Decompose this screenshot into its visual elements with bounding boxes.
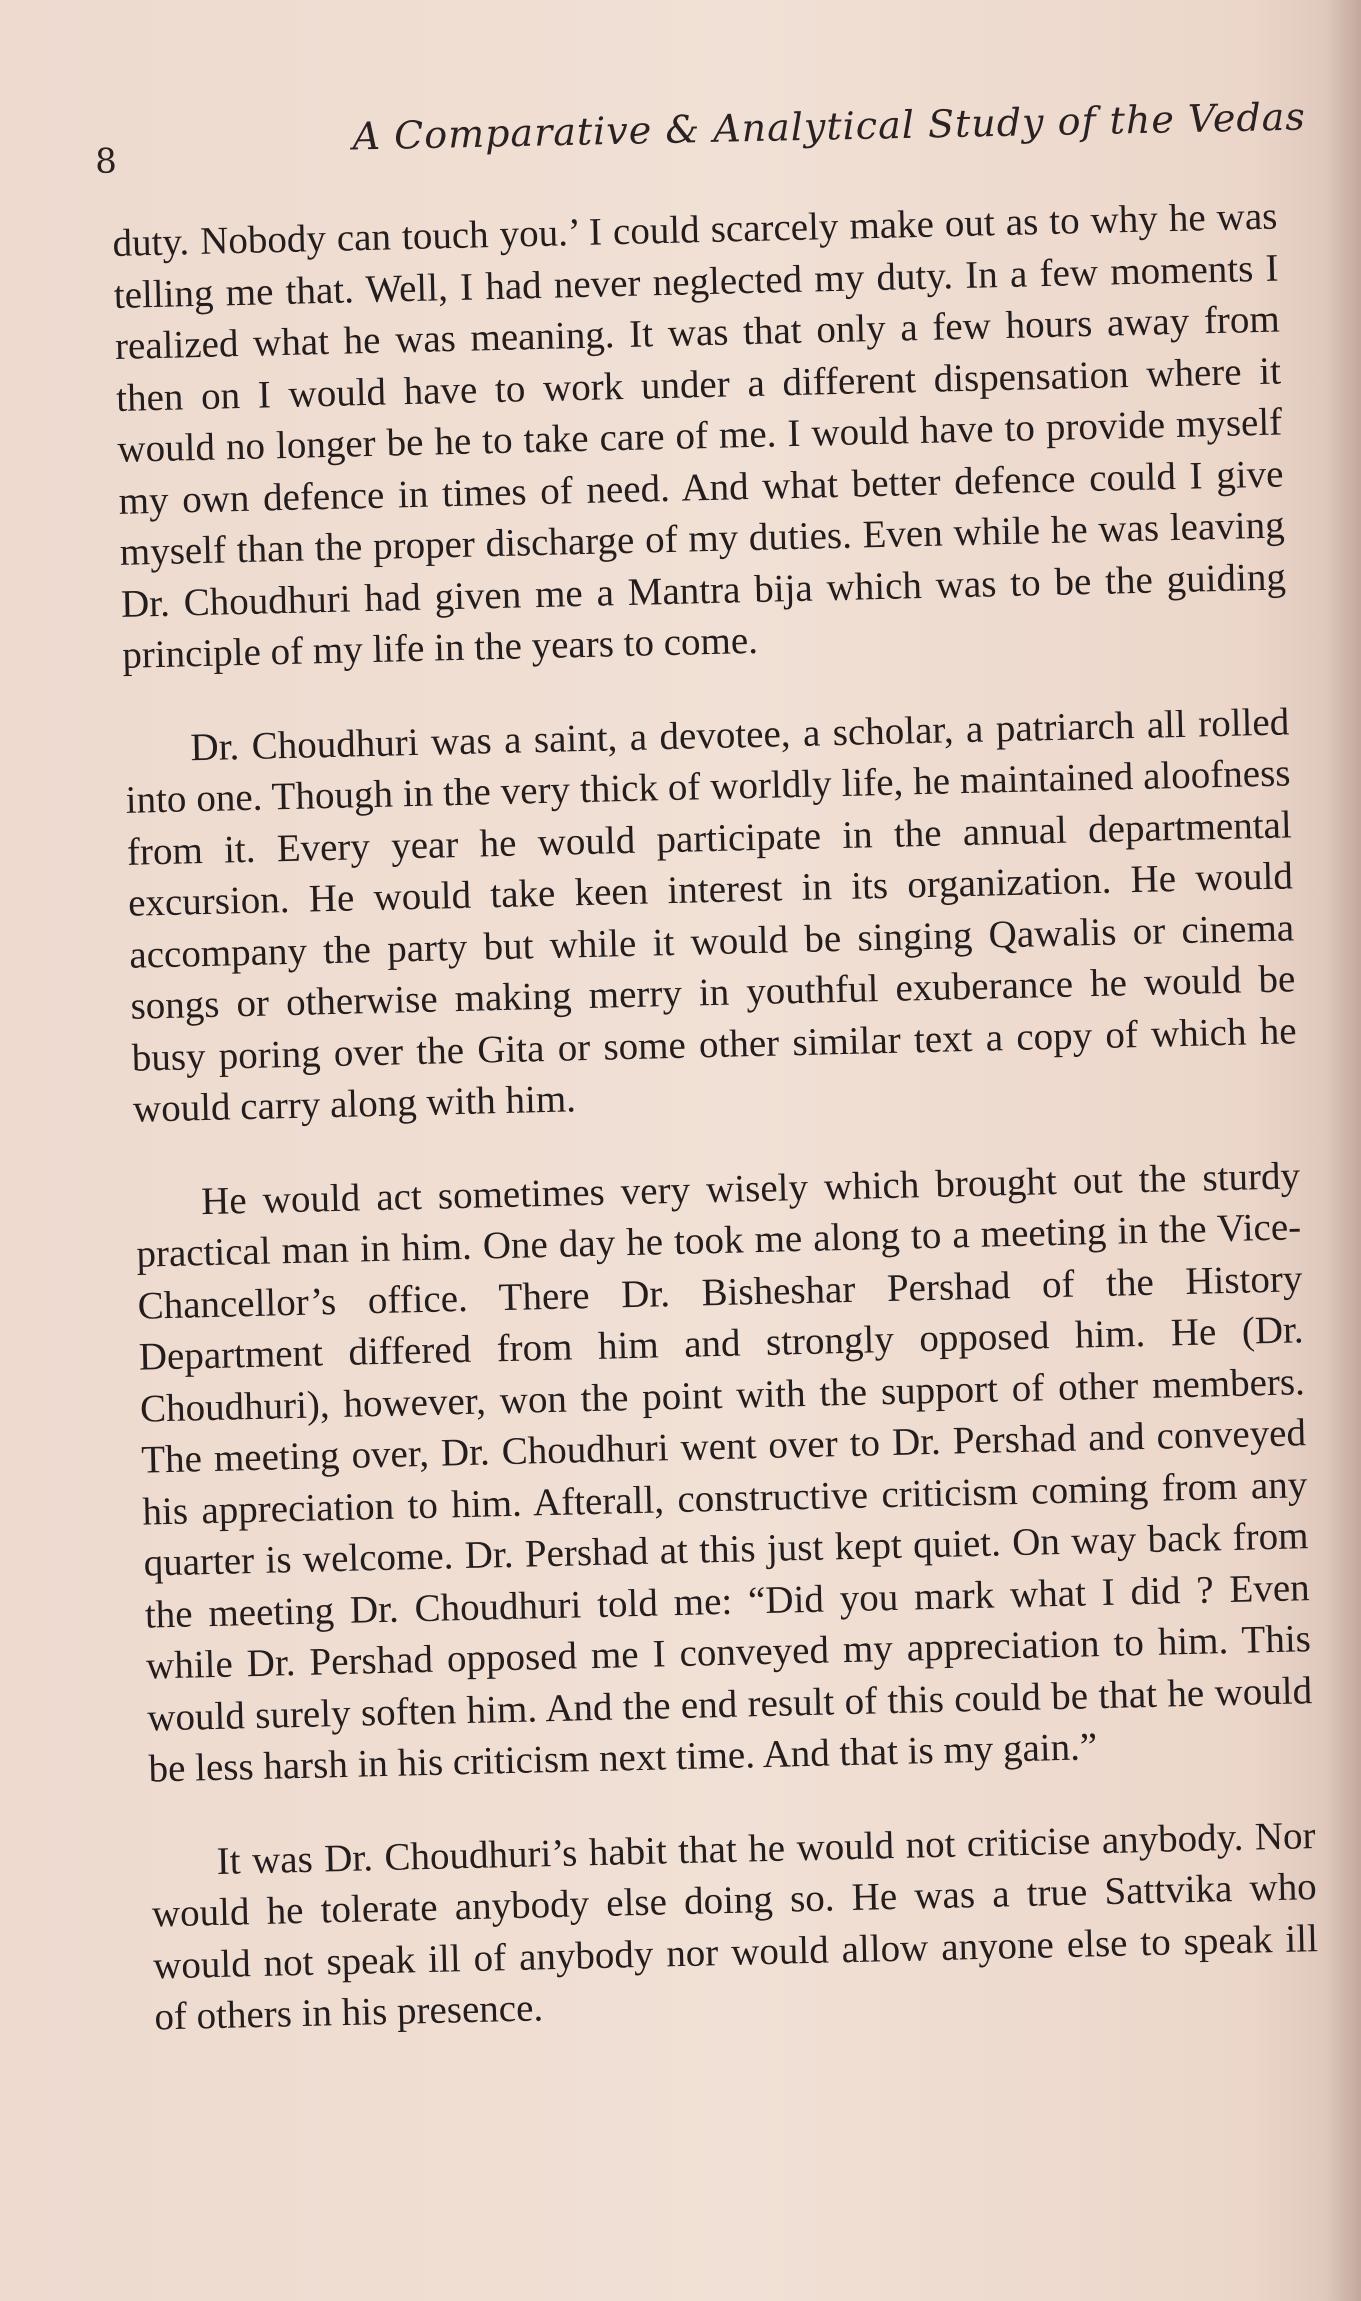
- paragraph-1: duty. Nobody can touch you.’ I could scarcely make out as to why he was telling me that. Well, I had never neglected my duty. In a few moments I realized what he was meaning. It was that only a few hours away from then on I would have to work under a different dispensation where it would no longer be he to take care of me. I would have to provide myself my own defence in times of need. And what better defence could I give myself than the proper discharge of my duties. Even while he was leaving Dr. Choudhuri had given me a Mantra bija which was to be the guiding principle of my life in the years to come.: [112, 194, 1287, 677]
- running-title: A Comparative & Analytical Study of the Vedas: [352, 94, 1307, 159]
- body-text: [112, 191, 1321, 2085]
- page-number: 8: [94, 141, 118, 182]
- paragraph-4: It was Dr. Choudhuri’s habit that he would not criticise anybody. Nor would he tolerate anybody else doing so. He was a true Sattvika who would not speak ill of anybody nor would allow anyone else to speak ill of others in his presence.: [151, 1813, 1319, 2039]
- page-header: [88, 86, 1307, 182]
- page-gutter-shadow: [1325, 0, 1361, 2301]
- paragraph-2: Dr. Choudhuri was a saint, a devotee, a scholar, a patriarch all rolled into one. Though in the very thick of worldly life, he maintained aloofness from it. Every year he would participate in the annual departmental excursion. He would take keen interest in its organization. He would accompany the party but while it would be singing Qawalis or cinema songs or otherwise making merry in youthful exuberance he would be busy poring over the Gita or some other similar text a copy of which he would carry along with him.: [125, 699, 1297, 1131]
- paragraph-3: He would act sometimes very wisely which brought out the sturdy practical man in him. One day he took me along to a meeting in the Vice-Chancellor’s office. There Dr. Bisheshar Pershad of the History Department differed from him and strongly opposed him. He (Dr. Choudhuri), however, won the point with the support of other members. The meeting over, Dr. Choudhuri went over to Dr. Pershad and conveyed his appreciation to him. Afterall, constructive criticism coming from any quarter is welcome. Dr. Pershad at this just kept quiet. On way back from the meeting Dr. Choudhuri told me: “Did you mark what I did ? Even while Dr. Pershad opposed me I conveyed my appreciation to him. This would surely soften him. And the end result of this could be that he would be less harsh in his criticism next time. And that is my gain.”: [135, 1153, 1313, 1791]
